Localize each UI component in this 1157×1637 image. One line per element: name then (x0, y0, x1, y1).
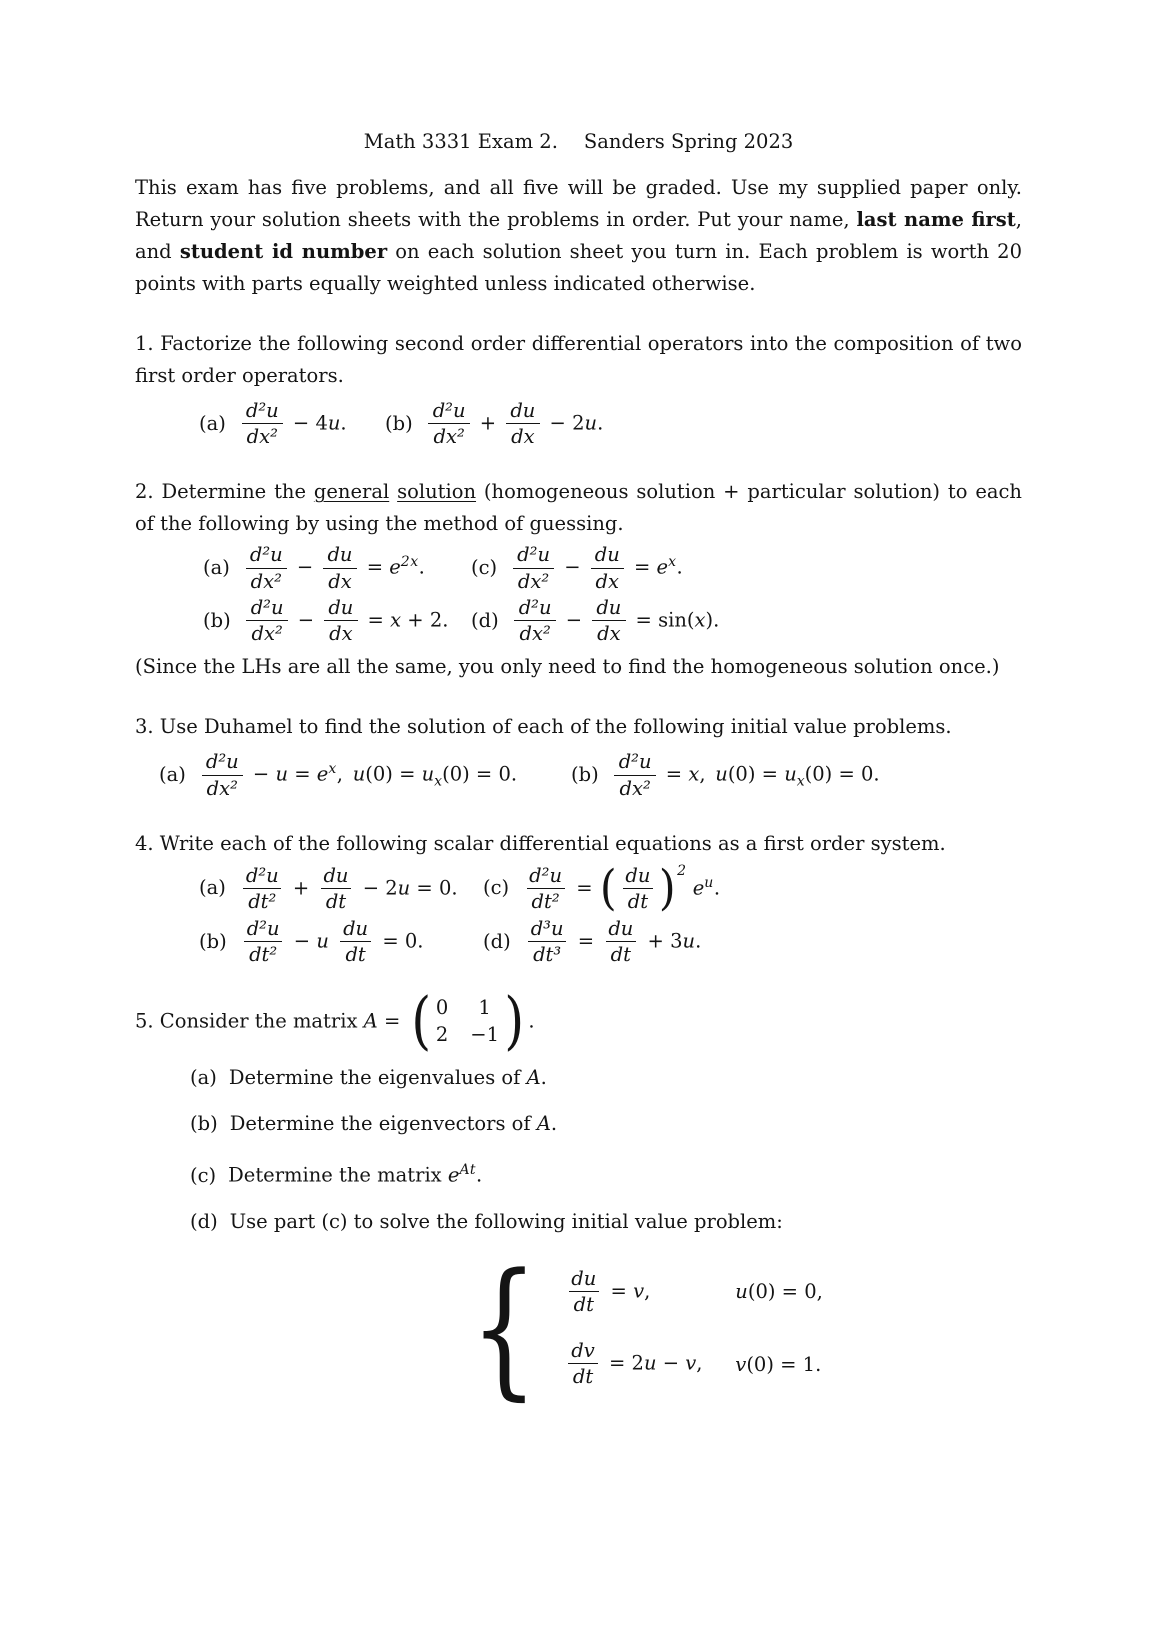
text-run: = (604, 1279, 634, 1303)
matrix-cell: −1 (470, 1022, 500, 1046)
text-run: e (389, 556, 401, 580)
text-run: , (699, 763, 716, 787)
numerator: du (343, 917, 369, 941)
item-label: (a) (203, 556, 230, 580)
text-run: (0) = 1. (746, 1352, 822, 1376)
text-run: , (696, 1351, 703, 1375)
text-run (389, 480, 397, 503)
text-run: u (682, 929, 696, 953)
equation-1a (199, 400, 385, 448)
text-run: u (275, 763, 289, 787)
numerator: d³u (530, 917, 564, 941)
numerator: d²u (432, 399, 466, 422)
denominator: dx² (513, 568, 554, 593)
equation-4d (483, 918, 701, 966)
item-label: (a) (199, 876, 226, 900)
equation-2a (203, 544, 471, 592)
text-run: This exam has five problems, and all five will be graded. Use my supplied paper only. Return your solution sheets with the problems in order. Put your name, (135, 176, 1022, 231)
fraction (603, 918, 638, 966)
fraction (323, 597, 358, 645)
system-eq-2-initial-condition (735, 1353, 823, 1376)
denominator: dx² (428, 423, 469, 448)
numerator: d²u (249, 543, 283, 567)
fraction (505, 400, 540, 448)
text-run: (Since the LHs are all the same, you only need to find the homogeneous solution once.) (135, 655, 1000, 679)
intro-paragraph (135, 172, 1022, 300)
fraction (614, 751, 657, 799)
equation-2b (203, 597, 471, 645)
text-run: − (656, 1351, 686, 1375)
equation-3a (159, 751, 571, 799)
superscript: 2 (677, 863, 687, 880)
text-run: = (627, 556, 657, 580)
denominator: dx (591, 568, 624, 593)
denominator: dt² (243, 888, 281, 913)
fraction (246, 597, 289, 645)
item-label: (b) (199, 929, 227, 953)
text-run: u (327, 411, 341, 435)
ivp-system: { $\frac{du}{dt}$ = v, u(0) = 0, $\frac{dv}{dt}$ = 2u − v, v(0) = 1. (470, 1241, 823, 1415)
denominator: dx (592, 620, 625, 645)
text-run: A (526, 1066, 541, 1090)
text-run: e (656, 556, 669, 580)
exam-title: Math 3331 Exam 2. (363, 130, 558, 153)
text-run: = (659, 763, 689, 787)
text-run: + 2. (401, 608, 449, 632)
problem-2 (135, 476, 1022, 683)
text-run: , and (135, 208, 1022, 263)
text-run: − (287, 929, 317, 953)
problem-1 (135, 328, 1022, 448)
text-run: v (685, 1351, 697, 1375)
text-run: ). (705, 608, 720, 632)
problem-3-equations (159, 751, 1022, 799)
text-run: . (713, 876, 721, 900)
superscript: u (704, 874, 714, 891)
problem-2-equations-row-1 (203, 544, 1022, 592)
denominator: dx² (242, 423, 283, 448)
numerator: dv (571, 1339, 595, 1363)
fraction (322, 544, 357, 592)
text-run: x (390, 608, 402, 632)
text-run: Determine the matrix (228, 1163, 448, 1187)
numerator: d²u (518, 595, 552, 619)
text-run: Use part (c) to solve the following initial value problem: (229, 1209, 783, 1233)
item-label: (a) (159, 763, 186, 787)
numerator: d²u (205, 750, 239, 774)
denominator: dx² (246, 620, 287, 645)
equation-2d (471, 597, 719, 645)
equation-4b (199, 918, 483, 966)
system-eq-1-initial-condition (735, 1280, 823, 1303)
numerator: du (328, 595, 354, 619)
text-run: Determine the eigenvectors of (229, 1112, 537, 1136)
superscript: At (459, 1162, 476, 1179)
text-run: u (421, 763, 435, 787)
text-run: Determine the eigenvalues of (228, 1066, 527, 1090)
text-run: u (352, 763, 366, 787)
text-run: , (336, 763, 353, 787)
numerator: du (594, 543, 620, 567)
item-label: (d) (190, 1209, 218, 1233)
text-run: x (688, 763, 700, 787)
item-label: (b) (385, 411, 413, 435)
page-title (135, 126, 1022, 158)
text-run: A (536, 1112, 551, 1136)
matrix-cell: 0 (435, 995, 449, 1019)
denominator: dx (324, 620, 357, 645)
denominator: dx² (614, 775, 655, 800)
text-run: u (735, 1280, 748, 1304)
text-run: general (313, 480, 390, 504)
equation-4a (199, 865, 483, 913)
text-run: . (695, 929, 702, 953)
problem-5 (135, 984, 1022, 1415)
text-run: A (363, 1008, 378, 1032)
problem-4-equations-row-2 (199, 918, 1022, 966)
matrix-cell: 1 (478, 995, 491, 1019)
text-run: u (784, 763, 797, 787)
item-label: (c) (471, 556, 498, 580)
text-run: v (633, 1279, 645, 1303)
denominator: dt² (527, 888, 565, 913)
fraction (318, 865, 353, 913)
text-run: − 4 (286, 411, 328, 435)
fraction (241, 865, 284, 913)
text-run: = 0. (376, 929, 424, 953)
problem-4-equations-row-1 (199, 860, 1022, 916)
item-label: (d) (483, 929, 511, 953)
fraction (514, 597, 557, 645)
system-eq-2 (563, 1340, 721, 1388)
numerator: du (625, 863, 651, 887)
text-run: e (447, 1163, 460, 1187)
denominator: dt (606, 941, 636, 966)
text-run: (0) = 0. (442, 763, 518, 787)
fraction (566, 1268, 601, 1316)
text-run: − (291, 608, 321, 632)
equation-3b (571, 751, 880, 799)
problem-2-note (135, 651, 1022, 683)
fraction (526, 918, 569, 966)
numerator: du (608, 917, 634, 941)
fraction (591, 597, 626, 645)
numerator: d²u (517, 543, 550, 567)
text-run: . (676, 556, 683, 580)
text-run: , (644, 1279, 651, 1303)
numerator: du (323, 863, 349, 887)
problem-5-statement (135, 984, 1022, 1058)
equation-4c: (c) $\frac{\text{d²u}}{\text{dt²}}$ = ( $\frac{du}{dt}$ )$^2$ $e^u$. (483, 860, 721, 916)
text-run: = (570, 876, 599, 900)
text-run: = (571, 929, 601, 953)
problem-4 (135, 828, 1022, 967)
system-equations (563, 1268, 823, 1389)
text-run: . (550, 1112, 558, 1136)
denominator: dx (506, 423, 539, 448)
text-run: student id number (179, 240, 388, 263)
problem-4-statement (135, 828, 1022, 860)
problem-5-item-a (190, 1062, 1022, 1094)
item-label: (c) (483, 876, 510, 900)
fraction (242, 918, 285, 966)
matrix-grid (436, 995, 499, 1049)
equation-1b (385, 400, 603, 448)
text-run: . (597, 411, 604, 435)
fraction (428, 400, 471, 448)
text-run: v (735, 1352, 747, 1376)
denominator: dx² (202, 775, 243, 800)
text-run: 5. Consider the matrix (135, 1008, 364, 1032)
fraction (566, 1340, 600, 1388)
problem-5-item-c (190, 1154, 1022, 1192)
fraction (512, 544, 555, 592)
text-run: 3. Use Duhamel to find the solution of each of the following initial value problems. (135, 715, 952, 739)
matrix: ( 0 1 2 −1 ) (410, 984, 525, 1058)
superscript: 2x (400, 554, 419, 571)
text-run: = (377, 1008, 407, 1032)
equation-2c (471, 544, 683, 592)
text-run: (0) = 0, (747, 1280, 823, 1304)
text-run: (homogeneous solution + particular solution) to each of the following by using the method of guessing. (135, 480, 1022, 536)
item-label: (b) (190, 1112, 218, 1136)
denominator: dt (623, 888, 653, 913)
fraction (245, 544, 288, 592)
fraction (201, 751, 244, 799)
problem-1-statement (135, 328, 1022, 392)
item-label: (b) (571, 763, 599, 787)
text-run: . (528, 1008, 535, 1032)
numerator: du (327, 543, 353, 567)
problem-1-equations (199, 400, 1022, 448)
denominator: dt (340, 941, 370, 966)
problem-3-statement (135, 711, 1022, 743)
text-run: 4. Write each of the following scalar differential equations as a first order system. (135, 831, 946, 855)
text-run: (0) = (365, 763, 422, 787)
item-label: (d) (471, 608, 499, 632)
text-run: . (340, 411, 347, 435)
text-run: e (692, 876, 705, 900)
numerator: d²u (529, 863, 562, 887)
text-run: u (397, 876, 411, 900)
text-run: 2. Determine the (135, 480, 314, 504)
problem-5-item-d (190, 1206, 1022, 1238)
text-run: u (715, 763, 728, 787)
item-label: (b) (203, 608, 231, 632)
numerator: d²u (246, 917, 280, 941)
text-run (329, 930, 335, 953)
text-run: e (316, 763, 329, 787)
numerator: du (596, 595, 622, 619)
text-run: u (316, 929, 329, 953)
fraction (620, 865, 655, 913)
text-run: . (540, 1066, 547, 1090)
denominator: dx (323, 568, 356, 593)
superscript: x (328, 761, 337, 778)
denominator: dt³ (528, 941, 566, 966)
text-run: + (286, 876, 316, 900)
subscript: x (796, 773, 805, 790)
numerator: d²u (250, 595, 284, 619)
text-run: − (558, 556, 587, 580)
text-run: − 2 (356, 876, 398, 900)
text-run: = 2 (602, 1351, 644, 1375)
text-run: + (473, 411, 503, 435)
text-run: last name first (856, 208, 1016, 231)
system-eq-1 (563, 1268, 721, 1316)
text-run: u (584, 411, 598, 435)
subscript: x (434, 773, 443, 790)
text-run: . (418, 556, 425, 580)
text-run: u (643, 1351, 657, 1375)
text-run: = sin( (629, 608, 695, 632)
numerator: du (510, 399, 536, 422)
denominator: dt² (244, 941, 282, 966)
text-run: − 2 (543, 411, 585, 435)
fraction (338, 918, 373, 966)
numerator: d²u (245, 863, 279, 887)
text-run: solution (397, 480, 477, 504)
fraction (590, 544, 625, 592)
problem-2-statement (135, 476, 1022, 540)
denominator: dt (569, 1291, 599, 1316)
fraction (524, 865, 567, 913)
text-run: − (559, 608, 589, 632)
text-run: 1. Factorize the following second order differential operators into the composition of two first order operators. (135, 332, 1022, 387)
denominator: dx² (246, 568, 287, 593)
text-run: = (288, 763, 317, 787)
text-run: = (361, 608, 391, 632)
text-run: (0) = (727, 763, 785, 787)
problem-3 (135, 711, 1022, 799)
text-run: − (246, 763, 276, 787)
text-run: = (360, 556, 390, 580)
text-run: x (694, 608, 706, 632)
text-run: (0) = 0. (804, 763, 880, 787)
numerator: du (571, 1266, 597, 1290)
text-run: = 0. (410, 876, 458, 900)
text-run: − (290, 556, 320, 580)
exam-author-term: Sanders Spring 2023 (583, 130, 794, 153)
item-label: (c) (190, 1163, 217, 1187)
denominator: dt (321, 888, 351, 913)
text-run: on each solution sheet you turn in. Each problem is worth 20 points with parts equally weighted unless indicated otherwise. (135, 240, 1022, 295)
denominator: dx² (514, 620, 555, 645)
fraction (241, 400, 284, 448)
text-run: . (475, 1163, 483, 1187)
item-label: (a) (190, 1066, 217, 1090)
numerator: d²u (618, 750, 652, 774)
superscript: x (668, 554, 677, 571)
numerator: d²u (245, 399, 279, 422)
problem-5-item-b (190, 1108, 1022, 1140)
text-run: + 3 (641, 929, 683, 953)
matrix-cell: 2 (435, 1022, 449, 1046)
problem-2-equations-row-2 (203, 597, 1022, 645)
item-label: (a) (199, 411, 226, 435)
denominator: dt (568, 1363, 598, 1388)
